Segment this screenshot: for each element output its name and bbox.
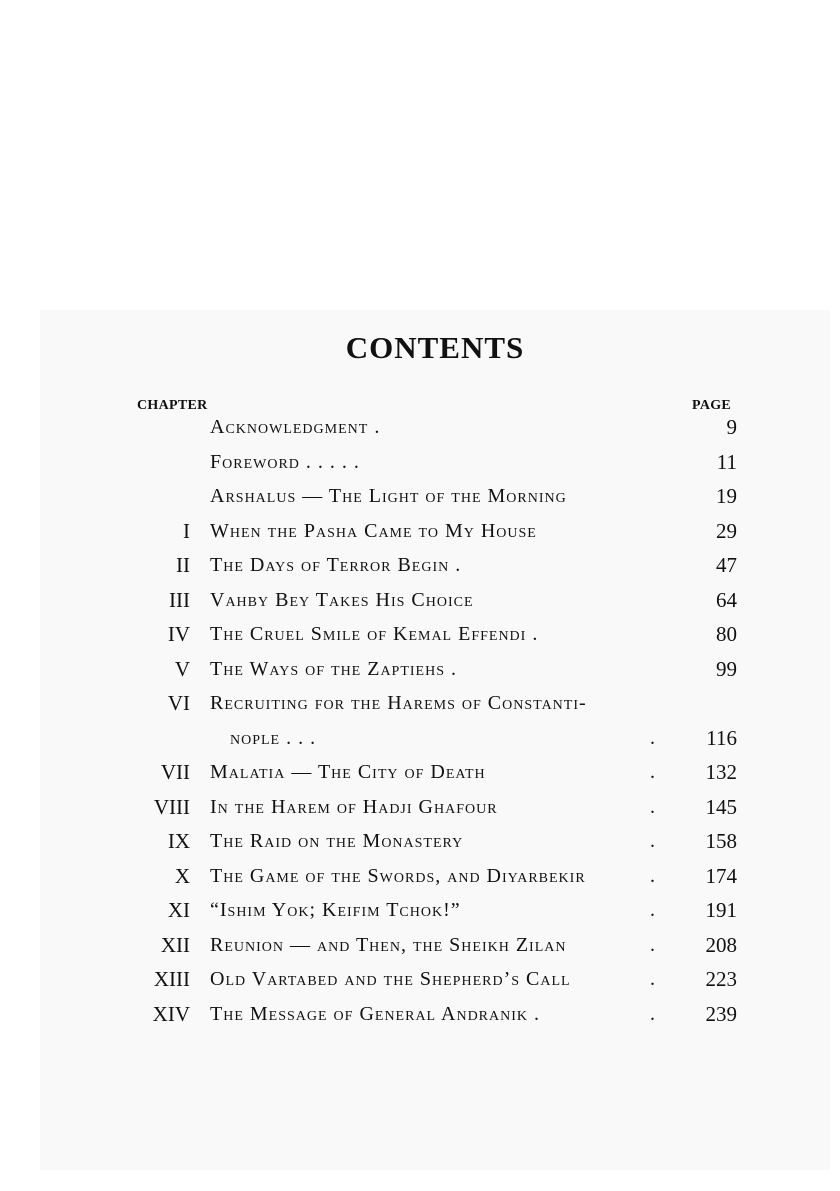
toc-entry <box>0 447 840 477</box>
toc-entry <box>0 930 840 960</box>
chapter-number: V <box>174 657 190 681</box>
toc-entry <box>0 895 840 925</box>
chapter-number: VII <box>160 760 190 784</box>
dot-leader: . <box>650 761 655 783</box>
chapter-title: The Days of Terror Begin . <box>210 554 462 576</box>
toc-entry <box>0 964 840 994</box>
toc-entry <box>0 826 840 856</box>
toc-entry <box>0 723 840 753</box>
chapter-number: III <box>169 588 190 612</box>
toc-entry <box>0 412 840 442</box>
chapter-title: The Cruel Smile of Kemal Effendi . <box>210 623 539 645</box>
toc-entry <box>0 999 840 1029</box>
chapter-number: IV <box>167 622 190 646</box>
chapter-title: The Game of the Swords, and Diyarbekir <box>210 865 586 887</box>
page-number: 47 <box>716 553 737 577</box>
page-number: 9 <box>726 415 737 439</box>
page-number: 80 <box>716 622 737 646</box>
page-number: 99 <box>716 657 737 681</box>
chapter-title: When the Pasha Came to My House <box>210 520 537 542</box>
chapter-number: XIV <box>152 1002 190 1026</box>
page-number: 223 <box>705 967 737 991</box>
page-number: 191 <box>705 898 737 922</box>
chapter-title: Acknowledgment . <box>210 416 381 438</box>
chapter-title: nople . . . <box>230 727 317 749</box>
dot-leader: . <box>650 934 655 956</box>
toc-entry <box>0 654 840 684</box>
dot-leader: . <box>650 727 655 749</box>
chapter-number: X <box>174 864 190 888</box>
chapter-title: The Message of General Andranik . <box>210 1003 541 1025</box>
chapter-number: VIII <box>153 795 190 819</box>
chapter-title: Arshalus — The Light of the Morning <box>210 485 567 507</box>
toc-entry <box>0 688 840 718</box>
page-number: 158 <box>705 829 737 853</box>
page-number: 208 <box>705 933 737 957</box>
toc-entry <box>0 585 840 615</box>
chapter-number: I <box>183 519 190 543</box>
dot-leader: . <box>650 899 655 921</box>
toc-entry <box>0 792 840 822</box>
page-number: 29 <box>716 519 737 543</box>
page-column-header: PAGE <box>692 398 732 413</box>
toc-entry <box>0 481 840 511</box>
chapter-number: IX <box>167 829 190 853</box>
chapter-title: Old Vartabed and the Shepherd’s Call <box>210 968 571 990</box>
chapter-title: Recruiting for the Harems of Constanti- <box>210 692 587 714</box>
page-title: CONTENTS <box>345 330 525 365</box>
chapter-title: Foreword . . . . . <box>210 451 360 473</box>
dot-leader: . <box>650 830 655 852</box>
page-number: 145 <box>705 795 737 819</box>
chapter-column-header: CHAPTER <box>137 398 208 413</box>
toc-entry <box>0 861 840 891</box>
page-number: 116 <box>706 726 737 750</box>
chapter-number: XIII <box>153 967 190 991</box>
page-number: 64 <box>716 588 737 612</box>
chapter-title: Vahby Bey Takes His Choice <box>210 589 474 611</box>
dot-leader: . <box>650 1003 655 1025</box>
chapter-title: Malatia — The City of Death <box>210 761 486 783</box>
page-number: 174 <box>705 864 737 888</box>
chapter-number: XI <box>167 898 190 922</box>
page-number: 239 <box>705 1002 737 1026</box>
chapter-title: In the Harem of Hadji Ghafour <box>210 796 498 818</box>
toc-entry <box>0 619 840 649</box>
chapter-title: The Ways of the Zaptiehs . <box>210 658 458 680</box>
chapter-number: XII <box>160 933 190 957</box>
toc-entry <box>0 550 840 580</box>
chapter-number: II <box>176 553 190 577</box>
toc-entry <box>0 757 840 787</box>
dot-leader: . <box>650 796 655 818</box>
dot-leader: . <box>650 968 655 990</box>
page-number: 19 <box>716 484 737 508</box>
dot-leader: . <box>650 865 655 887</box>
chapter-title: Reunion — and Then, the Sheikh Zilan <box>210 934 567 956</box>
chapter-title: “Ishim Yok; Keifim Tchok!” <box>210 899 461 921</box>
chapter-title: The Raid on the Monastery <box>210 830 464 852</box>
toc-entry <box>0 516 840 546</box>
chapter-number: VI <box>167 691 190 715</box>
page-number: 11 <box>716 450 737 474</box>
page-number: 132 <box>705 760 737 784</box>
